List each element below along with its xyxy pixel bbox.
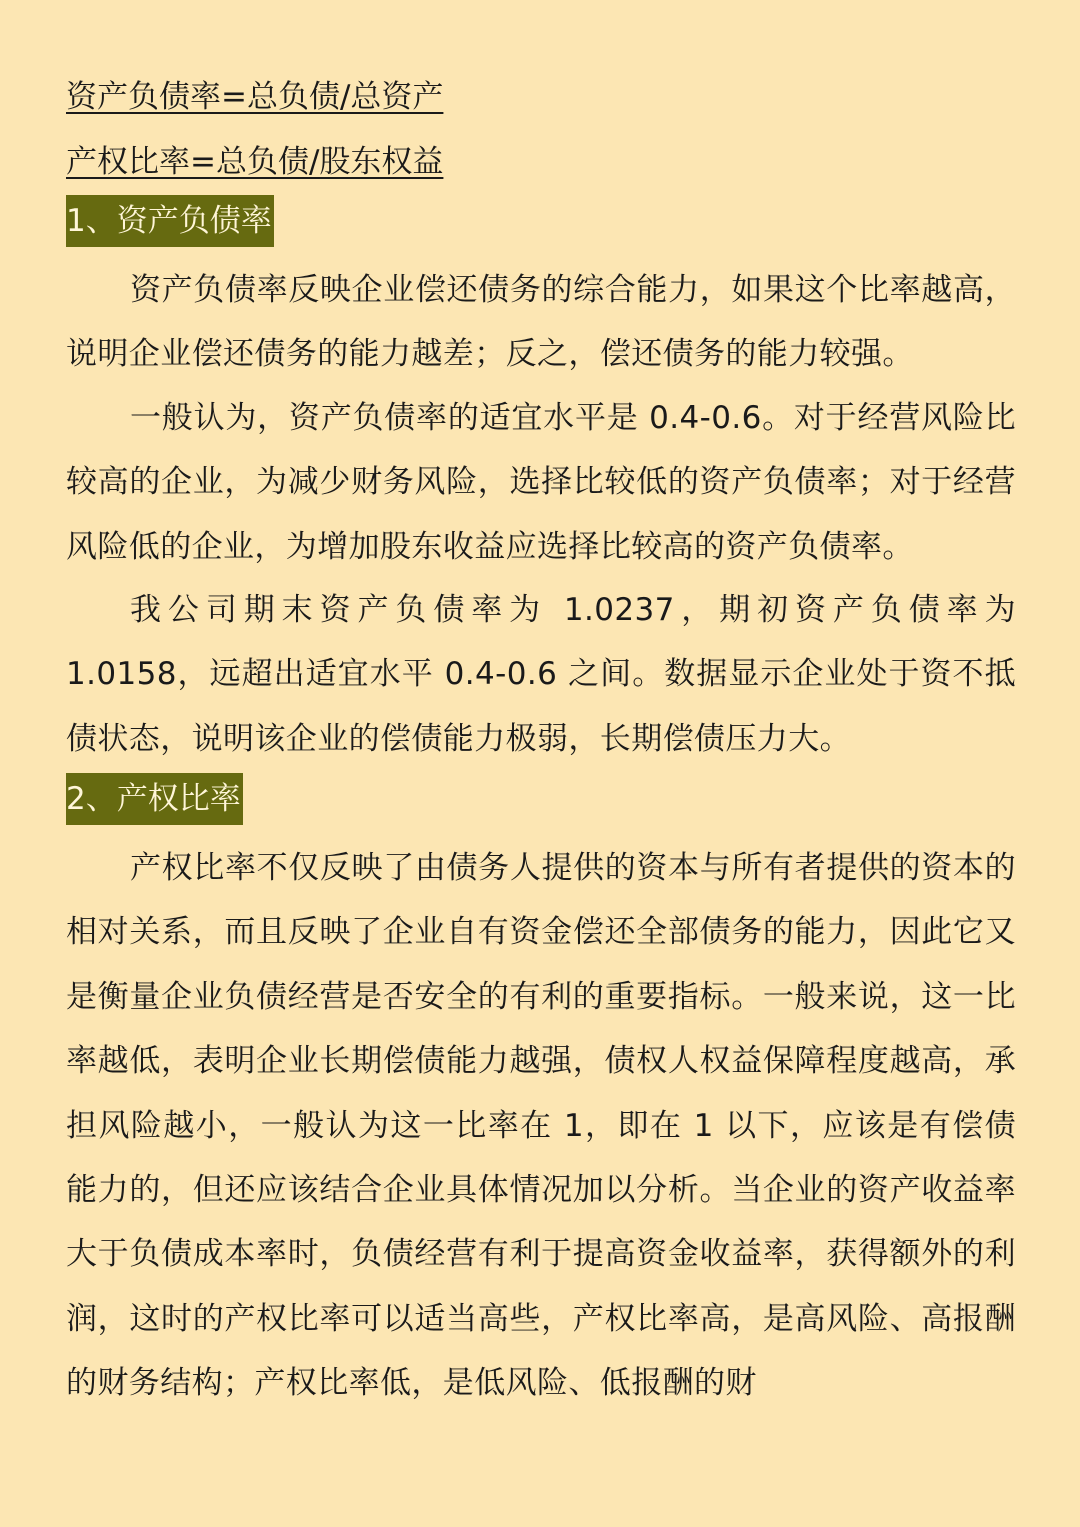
formula-equity-ratio: 产权比率=总负债/股东权益 xyxy=(66,144,444,180)
section-heading-equity-ratio: 2、产权比率 xyxy=(66,773,243,825)
paragraph-debt-ratio-meaning: 资产负债率反映企业偿还债务的综合能力，如果这个比率越高，说明企业偿还债务的能力越差；反之，偿还债务的能力较强。 xyxy=(66,272,1016,373)
paragraph-company-debt-ratio: 我公司期末资产负债率为 1.0237，期初资产负债率为 1.0158，远超出适宜水平 0.4-0.6 之间。数据显示企业处于资不抵债状态，说明该企业的偿债能力极弱，长期偿债压力大。 xyxy=(66,592,1016,757)
formula-debt-to-asset-ratio: 资产负债率=总负债/总资产 xyxy=(66,79,444,115)
section-heading-debt-to-asset-ratio: 1、资产负债率 xyxy=(66,195,274,247)
paragraph-equity-ratio-meaning: 产权比率不仅反映了由债务人提供的资本与所有者提供的资本的相对关系，而且反映了企业自有资金偿还全部债务的能力，因此它又是衡量企业负债经营是否安全的有利的重要指标。一般来说，这一比率越低，表明企业长期偿债能力越强，债权人权益保障程度越高，承担风险越小，一般认为这一比率在 1，即在 1 以下，应该是有偿债能力的，但还应该结合企业具体情况加以分析。当企业的资产收益率大于负债成本率时，负债经营有利于提高资金收益率，获得额外的利润，这时的产权比率可以适当高些，产权比率高，是高风险、高报酬的财务结构；产权比率低，是低风险、低报酬的财 xyxy=(66,850,1016,1402)
paragraph-debt-ratio-suitable-level: 一般认为，资产负债率的适宜水平是 0.4-0.6。对于经营风险比较高的企业，为减少财务风险，选择比较低的资产负债率；对于经营风险低的企业，为增加股东收益应选择比较高的资产负债率。 xyxy=(66,400,1016,565)
